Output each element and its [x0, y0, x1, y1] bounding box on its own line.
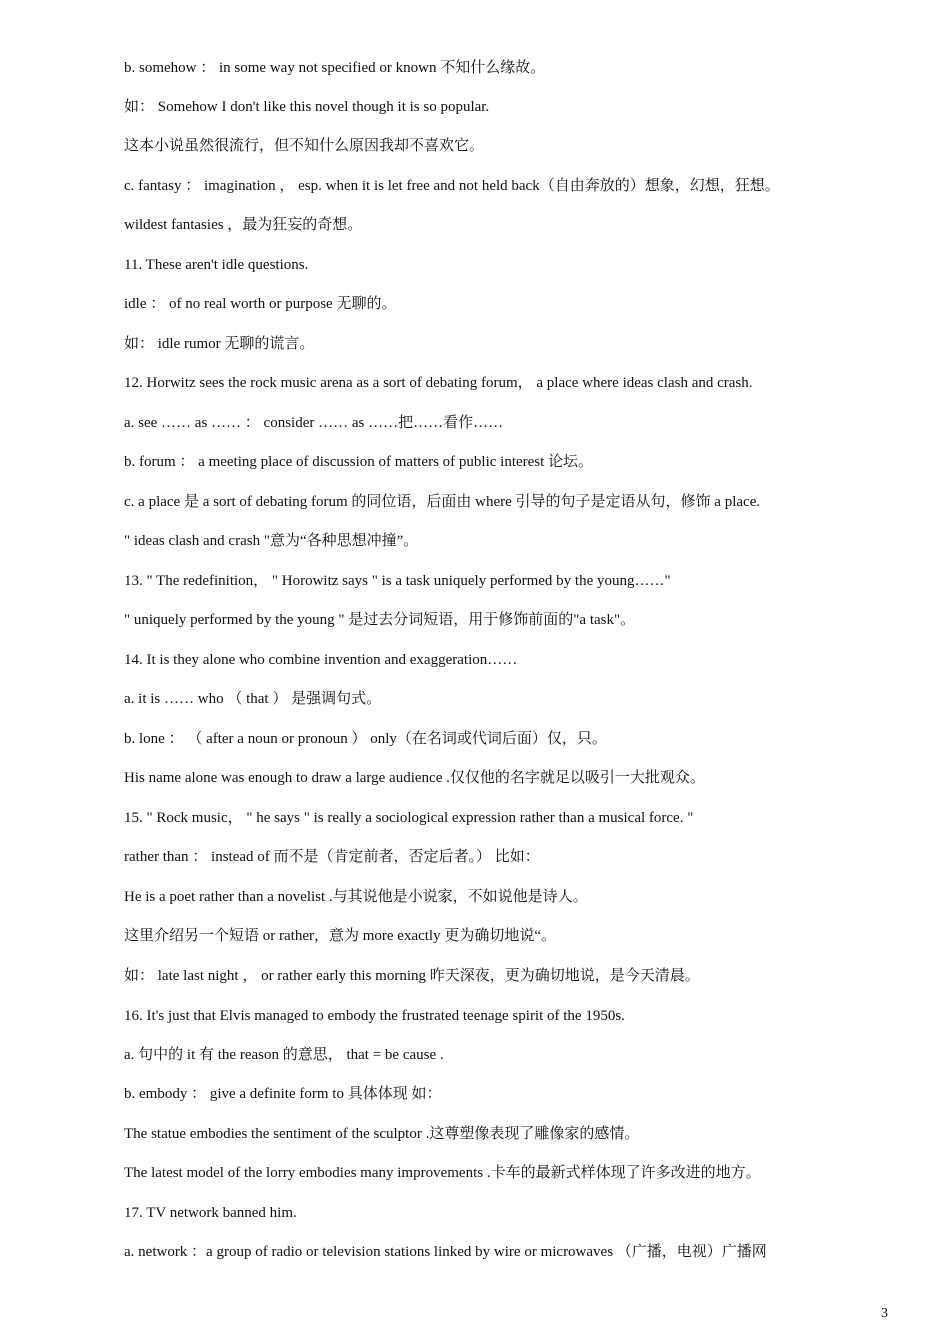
text-line: b. lone ： （ after a noun or pronoun ） only（在名词或代词后面）仅，只。	[124, 731, 607, 747]
text-line: " uniquely performed by the young " 是过去分词短语，用于修饰前面的"a task"。	[124, 612, 636, 628]
text-line: 这本小说虽然很流行，但不知什么原因我却不喜欢它。	[124, 138, 485, 154]
text-line: He is a poet rather than a novelist .与其说他是小说家，不如说他是诗人。	[124, 889, 588, 905]
text-line: b. forum ： a meeting place of discussion of matters of public interest 论坛。	[124, 454, 594, 470]
text-line: 这里介绍另一个短语 or rather，意为 more exactly 更为确切地说“。	[124, 928, 557, 944]
text-line: b. somehow ： in some way not specified or known 不知什么缘故。	[124, 60, 546, 76]
text-line: 如： idle rumor 无聊的谎言。	[124, 336, 315, 352]
text-line: His name alone was enough to draw a large audience .仅仅他的名字就足以吸引一大批观众。	[124, 770, 705, 786]
text-line: a. network ：a group of radio or television stations linked by wire or microwaves （广播，电视）广播网	[124, 1244, 767, 1260]
text-line: 11. These aren't idle questions.	[124, 257, 309, 273]
page-number: 3	[881, 1306, 888, 1321]
text-line: idle ： of no real worth or purpose 无聊的。	[124, 296, 397, 312]
text-line: 如： Somehow I don't like this novel though it is so popular.	[124, 99, 490, 115]
text-line: b. embody ： give a definite form to 具体体现 如：	[124, 1086, 442, 1102]
text-line: a. see …… as …… ： consider …… as ……把……看作……	[124, 415, 504, 431]
text-line: " ideas clash and crash "意为“各种思想冲撞”。	[124, 533, 419, 549]
text-line: c. a place 是 a sort of debating forum 的同位语，后面由 where 引导的句子是定语从句，修饰 a place.	[124, 494, 761, 510]
text-line: rather than ： instead of 而不是（肯定前者，否定后者。） 比如：	[124, 849, 540, 865]
text-line: 15. " Rock music， " he says " is really a sociological expression rather than a musical force. "	[124, 810, 694, 826]
text-line: a. 句中的 it 有 the reason 的意思， that = be cause .	[124, 1047, 444, 1063]
text-line: wildest fantasies ，最为狂妄的奇想。	[124, 217, 363, 233]
text-line: 17. TV network banned him.	[124, 1205, 297, 1221]
text-line: 12. Horwitz sees the rock music arena as a sort of debating forum， a place where ideas clash and crash.	[124, 375, 753, 391]
text-line: a. it is …… who （ that ） 是强调句式。	[124, 691, 382, 707]
text-line: c. fantasy ： imagination ， esp. when it is let free and not held back（自由奔放的）想象，幻想，狂想。	[124, 178, 780, 194]
text-line: The latest model of the lorry embodies many improvements .卡车的最新式样体现了许多改进的地方。	[124, 1165, 761, 1181]
text-line: 如： late last night ， or rather early this morning 昨天深夜，更为确切地说，是今天清晨。	[124, 968, 700, 984]
text-line: 14. It is they alone who combine invention and exaggeration……	[124, 652, 518, 668]
text-line: The statue embodies the sentiment of the sculptor .这尊塑像表现了雕像家的感情。	[124, 1126, 640, 1142]
text-line: 16. It's just that Elvis managed to embody the frustrated teenage spirit of the 1950s.	[124, 1008, 625, 1024]
text-line: 13. " The redefinition， " Horowitz says " is a task uniquely performed by the young……"	[124, 573, 671, 589]
